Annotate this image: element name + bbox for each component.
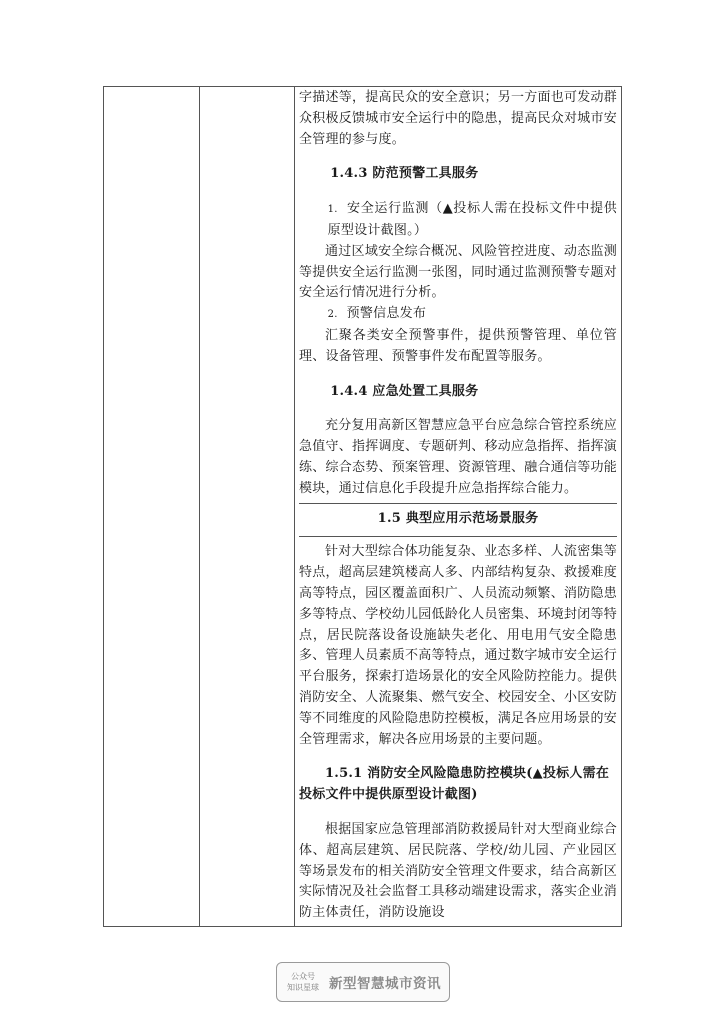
section-1-4-3-heading: 1.4.3 防范预警工具服务 <box>330 166 479 182</box>
row-divider <box>299 503 617 504</box>
list-item-text: 预警信息发布 <box>346 306 427 322</box>
row-divider <box>299 536 617 537</box>
body-paragraph: 根据国家应急管理部消防救援局针对大型商业综合体、超高层建筑、居民院落、学校/幼儿园、产业园区等场景发布的相关消防安全管理文件要求，结合高新区实际情况及社会监督工具移动端建设需求，落实企业消防主体责任，消防设施设 <box>299 821 617 921</box>
list-number: 1. <box>327 204 338 216</box>
body-paragraph: 通过区域安全综合概况、风险管控进度、动态监测等提供安全运行监测一张图，同时通过监测预警专题对安全运行情况进行分析。 <box>299 243 617 301</box>
section-1-5-1-heading: 1.5.1 消防安全风险隐患防控模块(▲投标人需在投标文件中提供原型设计截图) <box>299 766 610 803</box>
body-paragraph: 针对大型综合体功能复杂、业态多样、人流密集等特点，超高层建筑楼高人多、内部结构复杂、救援难度高等特点，园区覆盖面积广、人员流动频繁、消防隐患多等特点、学校幼儿园低龄化人员密集、环境封闭等特点，居民院落设备设施缺失老化、用电用气安全隐患多、管理人员素质不高等特点，通过数字城市安全运行平台服务，探索打造场景化的安全风险防控能力。提供消防安全、人流聚集、燃气安全、校园安全、小区安防等不同维度的风险隐患防控模板，满足各应用场景的安全管理需求，解决各应用场景的主要问题。 <box>299 544 617 747</box>
badge-title: 新型智慧城市资讯 <box>329 976 441 992</box>
list-item <box>299 199 617 242</box>
body-paragraph: 汇聚各类安全预警事件，提供预警管理、单位管理、设备管理、预警事件发布配置等服务。 <box>299 327 617 364</box>
table-column-divider <box>294 87 295 926</box>
watermark-badge <box>276 962 450 1002</box>
intro-paragraph: 字描述等，提高民众的安全意识；另一方面也可发动群众积极反馈城市安全运行中的隐患，提高民众对城市安全管理的参与度。 <box>299 90 617 147</box>
section-1-5-heading: 1.5 典型应用示范场景服务 <box>377 510 539 526</box>
badge-source-labels <box>277 971 329 993</box>
table-column-divider <box>199 87 200 926</box>
body-paragraph: 充分复用高新区智慧应急平台应急综合管控系统应急值守、指挥调度、专题研判、移动应急指挥、指挥演练、综合态势、预案管理、资源管理、融合通信等功能模块，通过信息化手段提升应急指挥综合能力。 <box>299 418 617 496</box>
list-item <box>299 304 617 326</box>
list-number: 2. <box>327 309 338 321</box>
badge-line: 公众号 <box>291 972 315 981</box>
list-item-text: 安全运行监测（▲投标人需在投标文件中提供原型设计截图。） <box>327 201 617 238</box>
content-cell <box>299 88 617 926</box>
badge-line: 知识星球 <box>287 983 319 992</box>
section-1-4-4-heading: 1.4.4 应急处置工具服务 <box>330 383 479 399</box>
